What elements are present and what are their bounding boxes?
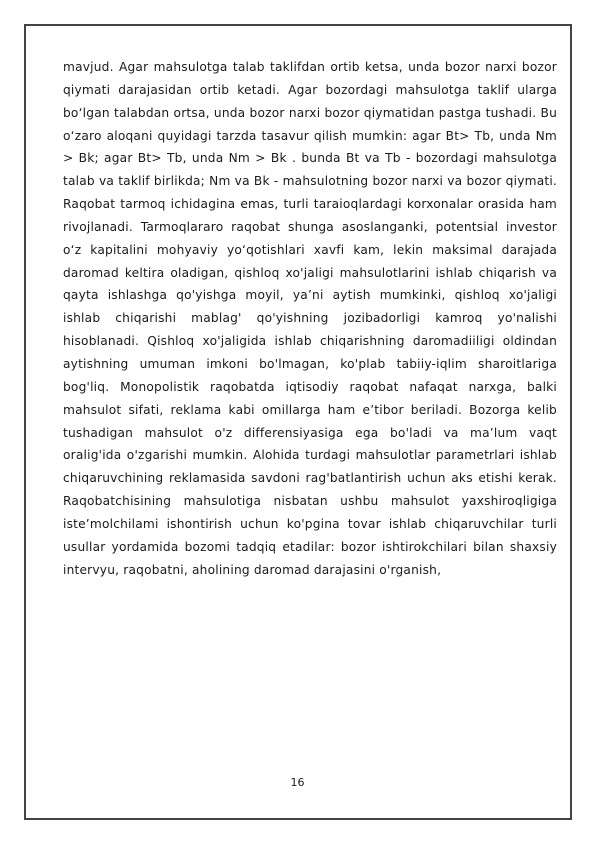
- page-number: 16: [290, 776, 305, 789]
- body-paragraph: mavjud. Agar mahsulotga talab taklifdan ortib ketsa, unda bozor narxi bozor qiymati darajasidan ortib ketadi. Agar bozordagi mahsulotga taklif ularga bo‘lgan talabdan ortsa, unda bozor narxi bozor qiymatidan pastga tushadi. Bu o‘zaro aloqani quyidagi tarzda tasavur qilish mumkin: agar Bt> Tb, unda Nm > Bk; agar Bt> Tb, unda Nm > Bk . bunda Bt va Tb - bozordagi mahsulotga talab va taklif birlikda; Nm va Bk - mahsulotning bozor narxi va bozor qiymati. Raqobat tarmoq ichidagina emas, turli taraioqlardagi korxonalar orasida ham rivojlanadi. Tarmoqlararo raqobat shunga asoslanganki, potentsial investor o‘z kapitalini mohyaviy yo‘qotishlari xavfi kam, lekin maksimal darajada daromad keltira oladigan, qishloq xo'jaligi mahsulotlarini ishlab chiqarish va qayta ishlashga qo'yishga moyil, ya’ni aytish mumkinki, qishloq xo'jaligi ishlab chiqarishi mablag' qo'yishning jozibadorligi kamroq yo'nalishi hisoblanadi. Qishloq xo'jaligida ishlab chiqarishning daromadiiligi oldindan aytishning umuman imkoni bo'lmagan, ko'plab tabiiy-iqlim sharoitlariga bog'liq. Monopolistik raqobatda iqtisodiy raqobat nafaqat narxga, balki mahsulot sifati, reklama kabi omillarga ham e’tibor beriladi. Bozorga kelib tushadigan mahsulot o'z differensiyasiga ega bo'ladi va ma’lum vaqt oralig'ida o'zgarishi mumkin. Alohida turdagi mahsulotlar parametrlari ishlab chiqaruvchining reklamasida savdoni rag'batlantirish uchun aks etishi kerak. Raqobatchisining mahsulotiga nisbatan ushbu mahsulot yaxshiroqligiga iste’molchilami ishontirish uchun ko'pgina tovar ishlab chiqaruvchilar turli usullar yordamida bozomi tadqiq etadilar: bozor ishtirokchilari bilan shaxsiy intervyu, raqobatni, aholining daromad darajasini o'rganish,: [63, 60, 557, 577]
